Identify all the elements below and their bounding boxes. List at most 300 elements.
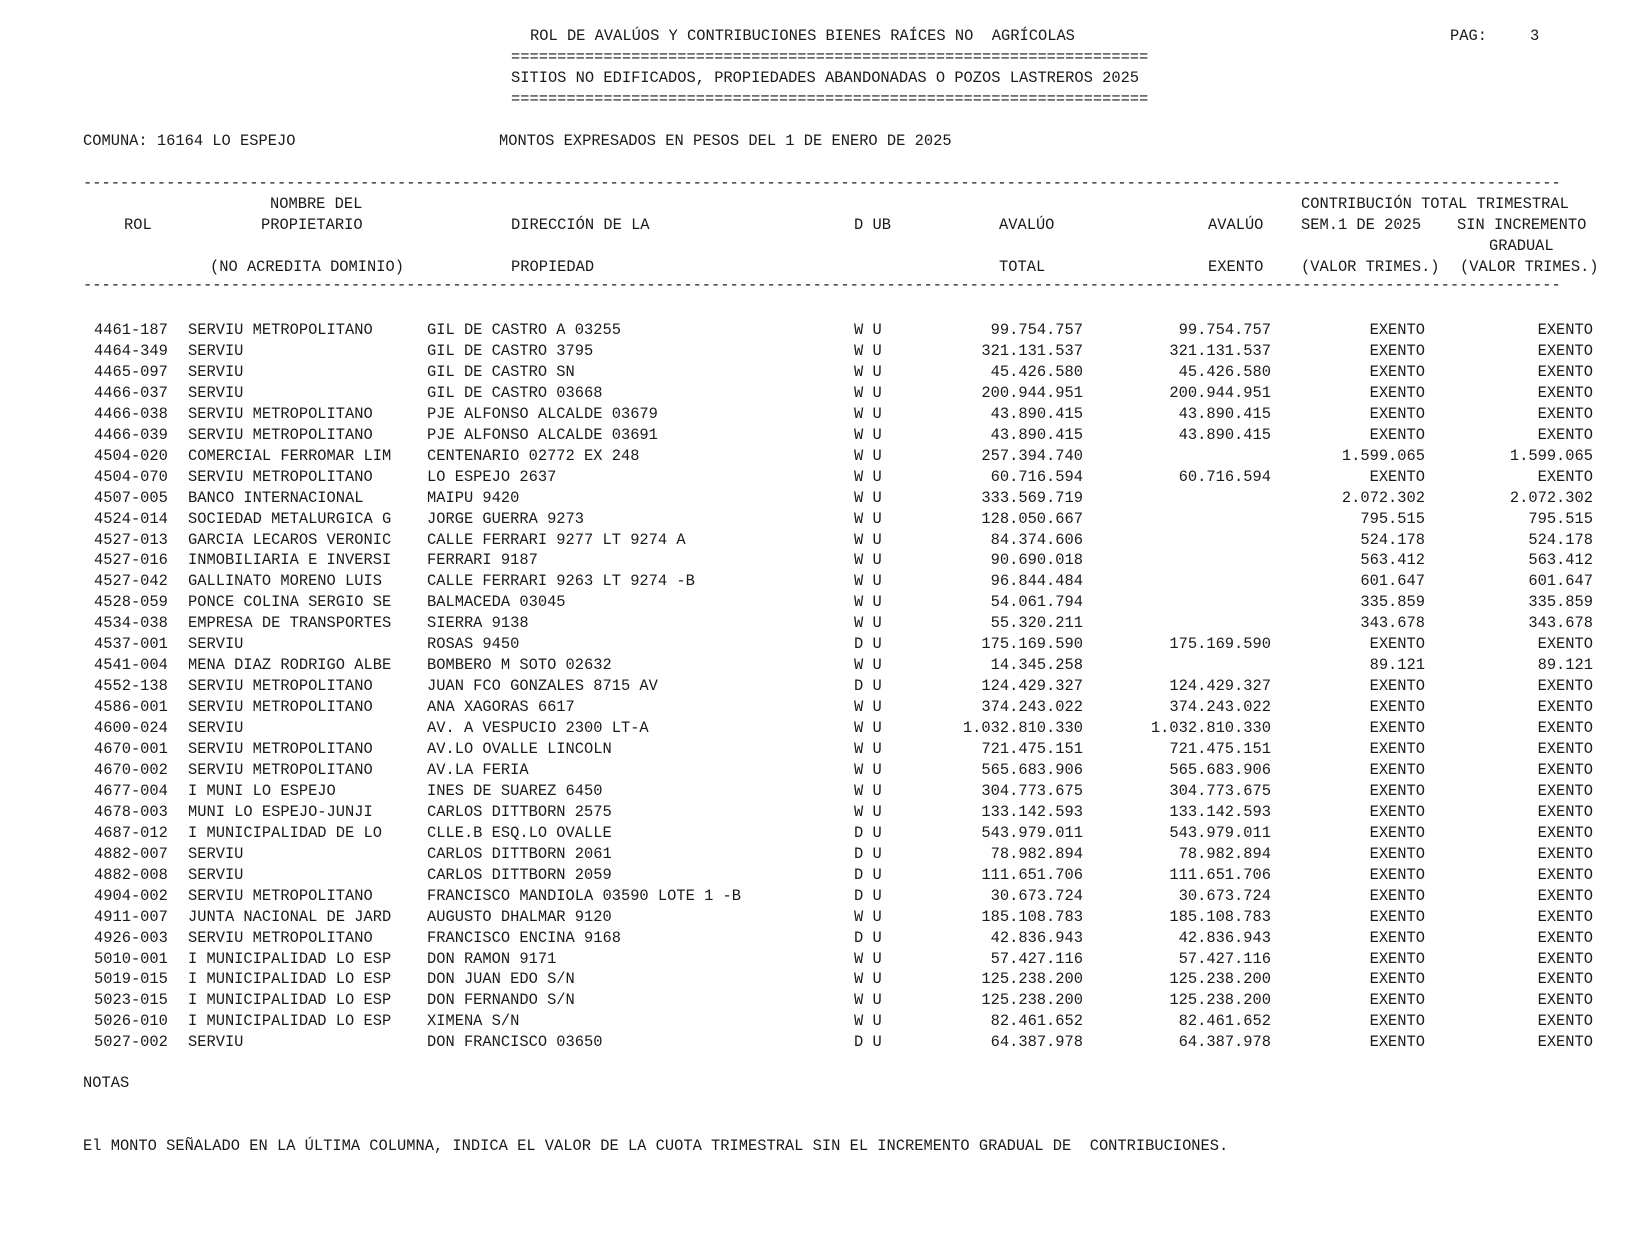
cell-dub: W U — [854, 551, 882, 570]
cell-sin-incremento: EXENTO — [1537, 865, 1593, 884]
cell-direccion: CENTENARIO 02772 EX 248 — [427, 446, 640, 465]
cell-avaluo-total: 90.690.018 — [990, 551, 1083, 570]
cell-avaluo-exento: 43.890.415 — [1178, 404, 1271, 423]
cell-nombre: SERVIU — [188, 362, 244, 381]
cell-direccion: AUGUSTO DHALMAR 9120 — [427, 907, 612, 926]
cell-contribucion: EXENTO — [1369, 865, 1425, 884]
cell-sin-incremento: 524.178 — [1528, 530, 1593, 549]
cell-nombre: JUNTA NACIONAL DE JARD — [188, 907, 392, 926]
cell-nombre: I MUNICIPALIDAD LO ESP — [188, 949, 392, 968]
cell-avaluo-exento: 200.944.951 — [1169, 383, 1271, 402]
cell-direccion: GIL DE CASTRO A 03255 — [427, 321, 621, 339]
cell-nombre: BANCO INTERNACIONAL — [188, 488, 364, 507]
table-row — [0, 593, 1650, 614]
cell-nombre: SERVIU METROPOLITANO — [188, 760, 373, 779]
cell-avaluo-total: 175.169.590 — [981, 635, 1083, 654]
cell-sin-incremento: 1.599.065 — [1509, 446, 1593, 465]
cell-avaluo-exento: 565.683.906 — [1169, 760, 1271, 779]
cell-avaluo-exento: 175.169.590 — [1169, 635, 1271, 654]
title-rule-bottom: ===================================================================== — [511, 90, 1149, 108]
cell-sin-incremento: EXENTO — [1537, 425, 1593, 444]
comuna-label: COMUNA: 16164 LO ESPEJO — [83, 132, 296, 150]
cell-avaluo-total: 78.982.894 — [990, 844, 1083, 863]
cell-contribucion: EXENTO — [1369, 404, 1425, 423]
cell-rol: 4911-007 — [94, 907, 168, 926]
cell-nombre: SERVIU METROPOLITANO — [188, 321, 373, 339]
cell-dub: D U — [854, 844, 882, 863]
cell-dub: D U — [854, 928, 882, 947]
cell-rol: 4504-070 — [94, 467, 168, 486]
cell-direccion: DON FERNANDO S/N — [427, 991, 575, 1010]
cell-direccion: MAIPU 9420 — [427, 488, 520, 507]
cell-contribucion: EXENTO — [1369, 907, 1425, 926]
cell-direccion: CARLOS DITTBORN 2059 — [427, 865, 612, 884]
cell-rol: 4465-097 — [94, 362, 168, 381]
cell-rol: 4586-001 — [94, 698, 168, 717]
cell-rol: 5023-015 — [94, 991, 168, 1010]
cell-sin-incremento: 795.515 — [1528, 509, 1593, 528]
cell-contribucion: 601.647 — [1360, 572, 1425, 591]
table-row — [0, 321, 1650, 342]
cell-nombre: SERVIU METROPOLITANO — [188, 425, 373, 444]
cell-avaluo-total: 54.061.794 — [990, 593, 1083, 612]
cell-contribucion: EXENTO — [1369, 886, 1425, 905]
cell-avaluo-total: 133.142.593 — [981, 802, 1083, 821]
cell-nombre: GALLINATO MORENO LUIS — [188, 572, 382, 591]
cell-sin-incremento: EXENTO — [1537, 886, 1593, 905]
cell-dub: W U — [854, 656, 882, 675]
cell-dub: W U — [854, 341, 882, 360]
cell-contribucion: EXENTO — [1369, 383, 1425, 402]
title-rule-top: ===================================================================== — [511, 48, 1149, 66]
cell-sin-incremento: EXENTO — [1537, 781, 1593, 800]
cell-dub: W U — [854, 740, 882, 758]
table-row — [0, 551, 1650, 572]
table-row — [0, 384, 1650, 405]
table-row — [0, 761, 1650, 782]
cell-avaluo-exento: 43.890.415 — [1178, 425, 1271, 444]
cell-dub: W U — [854, 446, 882, 465]
table-row — [0, 887, 1650, 908]
cell-dub: D U — [854, 1033, 882, 1052]
cell-sin-incremento: EXENTO — [1537, 970, 1593, 989]
cell-contribucion: EXENTO — [1369, 991, 1425, 1010]
cell-avaluo-total: 304.773.675 — [981, 781, 1083, 800]
cell-contribucion: EXENTO — [1369, 698, 1425, 717]
cell-avaluo-exento: 111.651.706 — [1169, 865, 1271, 884]
cell-sin-incremento: EXENTO — [1537, 341, 1593, 360]
cell-rol: 4541-004 — [94, 656, 168, 675]
cell-sin-incremento: EXENTO — [1537, 383, 1593, 402]
cell-dub: W U — [854, 614, 882, 633]
cell-avaluo-total: 257.394.740 — [981, 446, 1083, 465]
cell-direccion: DON RAMON 9171 — [427, 949, 557, 968]
cell-avaluo-total: 200.944.951 — [981, 383, 1083, 402]
cell-rol: 4466-039 — [94, 425, 168, 444]
cell-contribucion: EXENTO — [1369, 321, 1425, 339]
table-row — [0, 531, 1650, 552]
table-row — [0, 908, 1650, 929]
cell-avaluo-total: 43.890.415 — [990, 404, 1083, 423]
cell-direccion: FRANCISCO ENCINA 9168 — [427, 928, 621, 947]
cell-rol: 4461-187 — [94, 321, 168, 339]
cell-rol: 5010-001 — [94, 949, 168, 968]
cell-direccion: DON FRANCISCO 03650 — [427, 1033, 603, 1052]
table-row — [0, 363, 1650, 384]
cell-nombre: SERVIU METROPOLITANO — [188, 677, 373, 696]
col-nombre-line2: PROPIETARIO — [261, 216, 363, 234]
col-dub: D UB — [854, 216, 891, 234]
cell-rol: 4527-042 — [94, 572, 168, 591]
col-direccion-line1: DIRECCIÓN DE LA — [511, 216, 650, 234]
cell-nombre: SERVIU — [188, 719, 244, 738]
cell-rol: 4527-013 — [94, 530, 168, 549]
cell-contribucion: 563.412 — [1360, 551, 1425, 570]
cell-contribucion: EXENTO — [1369, 635, 1425, 654]
notes-heading: NOTAS — [83, 1074, 130, 1092]
cell-contribucion: EXENTO — [1369, 425, 1425, 444]
cell-avaluo-exento: 321.131.537 — [1169, 341, 1271, 360]
cell-rol: 4466-038 — [94, 404, 168, 423]
cell-avaluo-total: 125.238.200 — [981, 970, 1083, 989]
page-number: 3 — [1530, 27, 1540, 45]
cell-avaluo-exento: 543.979.011 — [1169, 823, 1271, 842]
cell-avaluo-total: 45.426.580 — [990, 362, 1083, 381]
cell-avaluo-exento: 133.142.593 — [1169, 802, 1271, 821]
table-row — [0, 929, 1650, 950]
cell-avaluo-total: 14.345.258 — [990, 656, 1083, 675]
cell-direccion: FRANCISCO MANDIOLA 03590 LOTE 1 -B — [427, 886, 742, 905]
cell-avaluo-exento: 185.108.783 — [1169, 907, 1271, 926]
table-rule-top: ---------------------------------------------------------------------------------------------------------------------------------------------------------------- — [83, 174, 1561, 192]
cell-dub: D U — [854, 635, 882, 654]
cell-avaluo-exento: 1.032.810.330 — [1150, 719, 1271, 738]
cell-avaluo-total: 64.387.978 — [990, 1033, 1083, 1052]
table-row — [0, 426, 1650, 447]
table-row — [0, 656, 1650, 677]
cell-direccion: BALMACEDA 03045 — [427, 593, 566, 612]
col-contribucion-line2: SEM.1 DE 2025 — [1301, 216, 1422, 234]
cell-dub: W U — [854, 362, 882, 381]
cell-direccion: JUAN FCO GONZALES 8715 AV — [427, 677, 658, 696]
cell-contribucion: 89.121 — [1369, 656, 1425, 675]
cell-contribucion: EXENTO — [1369, 1012, 1425, 1031]
cell-avaluo-total: 321.131.537 — [981, 341, 1083, 360]
cell-rol: 4904-002 — [94, 886, 168, 905]
cell-nombre: SERVIU METROPOLITANO — [188, 886, 373, 905]
table-row — [0, 991, 1650, 1012]
cell-rol: 4528-059 — [94, 593, 168, 612]
cell-nombre: SERVIU METROPOLITANO — [188, 467, 373, 486]
page-label: PAG: — [1450, 27, 1487, 45]
col-avaluo-total-line1: AVALÚO — [999, 216, 1055, 234]
report-subtitle: SITIOS NO EDIFICADOS, PROPIEDADES ABANDONADAS O POZOS LASTREROS 2025 — [511, 69, 1140, 87]
cell-direccion: PJE ALFONSO ALCALDE 03691 — [427, 425, 658, 444]
table-row — [0, 510, 1650, 531]
cell-nombre: SERVIU — [188, 341, 244, 360]
col-contribucion-line3: (VALOR TRIMES.) — [1301, 258, 1440, 276]
cell-rol: 4537-001 — [94, 635, 168, 654]
col-avaluo-exento-line2: EXENTO — [1208, 258, 1264, 276]
notes-text: El MONTO SEÑALADO EN LA ÚLTIMA COLUMNA, INDICA EL VALOR DE LA CUOTA TRIMESTRAL SIN EL INCREMENTO GRADUAL DE CONTRIBUCIONES. — [83, 1137, 1229, 1155]
cell-contribucion: EXENTO — [1369, 928, 1425, 947]
cell-avaluo-total: 111.651.706 — [981, 865, 1083, 884]
table-row — [0, 803, 1650, 824]
cell-direccion: JORGE GUERRA 9273 — [427, 509, 585, 528]
cell-contribucion: 343.678 — [1360, 614, 1425, 633]
cell-avaluo-total: 1.032.810.330 — [962, 719, 1083, 738]
cell-nombre: SERVIU — [188, 844, 244, 863]
cell-avaluo-total: 543.979.011 — [981, 823, 1083, 842]
cell-avaluo-exento: 125.238.200 — [1169, 991, 1271, 1010]
cell-direccion: INES DE SUAREZ 6450 — [427, 781, 603, 800]
cell-nombre: INMOBILIARIA E INVERSI — [188, 551, 392, 570]
cell-rol: 4552-138 — [94, 677, 168, 696]
cell-dub: W U — [854, 907, 882, 926]
cell-avaluo-total: 721.475.151 — [981, 740, 1083, 758]
cell-rol: 4687-012 — [94, 823, 168, 842]
cell-dub: W U — [854, 509, 882, 528]
col-contribucion-line1: CONTRIBUCIÓN TOTAL TRIMESTRAL — [1301, 195, 1569, 213]
cell-rol: 4882-008 — [94, 865, 168, 884]
cell-sin-incremento: EXENTO — [1537, 635, 1593, 654]
table-row — [0, 950, 1650, 971]
cell-rol: 4504-020 — [94, 446, 168, 465]
cell-nombre: I MUNICIPALIDAD DE LO — [188, 823, 382, 842]
cell-sin-incremento: EXENTO — [1537, 698, 1593, 717]
cell-sin-incremento: EXENTO — [1537, 467, 1593, 486]
cell-avaluo-exento: 99.754.757 — [1178, 321, 1271, 339]
col-sin-incremento-line1: SIN INCREMENTO — [1457, 216, 1587, 234]
cell-dub: W U — [854, 425, 882, 444]
cell-dub: W U — [854, 949, 882, 968]
cell-contribucion: EXENTO — [1369, 781, 1425, 800]
table-row — [0, 342, 1650, 363]
cell-sin-incremento: 89.121 — [1537, 656, 1593, 675]
cell-sin-incremento: EXENTO — [1537, 928, 1593, 947]
cell-rol: 5026-010 — [94, 1012, 168, 1031]
cell-avaluo-exento: 42.836.943 — [1178, 928, 1271, 947]
cell-nombre: SERVIU METROPOLITANO — [188, 698, 373, 717]
cell-contribucion: 524.178 — [1360, 530, 1425, 549]
cell-direccion: DON JUAN EDO S/N — [427, 970, 575, 989]
cell-contribucion: EXENTO — [1369, 362, 1425, 381]
table-row — [0, 614, 1650, 635]
cell-direccion: CLLE.B ESQ.LO OVALLE — [427, 823, 612, 842]
cell-rol: 5027-002 — [94, 1033, 168, 1052]
table-row — [0, 677, 1650, 698]
cell-sin-incremento: EXENTO — [1537, 1012, 1593, 1031]
table-rule-bottom: ---------------------------------------------------------------------------------------------------------------------------------------------------------------- — [83, 276, 1561, 294]
cell-contribucion: EXENTO — [1369, 970, 1425, 989]
cell-sin-incremento: EXENTO — [1537, 362, 1593, 381]
cell-rol: 4534-038 — [94, 614, 168, 633]
cell-dub: W U — [854, 488, 882, 507]
cell-direccion: BOMBERO M SOTO 02632 — [427, 656, 612, 675]
cell-avaluo-total: 128.050.667 — [981, 509, 1083, 528]
cell-avaluo-exento: 78.982.894 — [1178, 844, 1271, 863]
cell-avaluo-exento: 57.427.116 — [1178, 949, 1271, 968]
cell-sin-incremento: 343.678 — [1528, 614, 1593, 633]
col-avaluo-total-line2: TOTAL — [999, 258, 1046, 276]
cell-avaluo-total: 82.461.652 — [990, 1012, 1083, 1031]
cell-avaluo-total: 55.320.211 — [990, 614, 1083, 633]
cell-direccion: GIL DE CASTRO SN — [427, 362, 575, 381]
cell-sin-incremento: EXENTO — [1537, 740, 1593, 758]
table-row — [0, 719, 1650, 740]
cell-contribucion: 1.599.065 — [1341, 446, 1425, 465]
cell-contribucion: 2.072.302 — [1341, 488, 1425, 507]
cell-dub: W U — [854, 760, 882, 779]
col-avaluo-exento-line1: AVALÚO — [1208, 216, 1264, 234]
table-row — [0, 572, 1650, 593]
cell-contribucion: EXENTO — [1369, 949, 1425, 968]
cell-direccion: ANA XAGORAS 6617 — [427, 698, 575, 717]
col-sin-incremento-line3: (VALOR TRIMES.) — [1460, 258, 1599, 276]
cell-avaluo-exento: 721.475.151 — [1169, 740, 1271, 758]
cell-avaluo-exento: 374.243.022 — [1169, 698, 1271, 717]
cell-avaluo-total: 30.673.724 — [990, 886, 1083, 905]
cell-avaluo-total: 57.427.116 — [990, 949, 1083, 968]
col-nombre-line3: (NO ACREDITA DOMINIO) — [210, 258, 404, 276]
col-rol: ROL — [124, 216, 152, 234]
cell-dub: D U — [854, 865, 882, 884]
table-row — [0, 1012, 1650, 1033]
cell-rol: 4670-002 — [94, 760, 168, 779]
table-row — [0, 447, 1650, 468]
cell-direccion: CARLOS DITTBORN 2061 — [427, 844, 612, 863]
cell-nombre: SERVIU METROPOLITANO — [188, 404, 373, 423]
cell-sin-incremento: 2.072.302 — [1509, 488, 1593, 507]
cell-avaluo-exento: 124.429.327 — [1169, 677, 1271, 696]
cell-contribucion: EXENTO — [1369, 823, 1425, 842]
cell-dub: W U — [854, 781, 882, 800]
cell-contribucion: EXENTO — [1369, 802, 1425, 821]
cell-sin-incremento: EXENTO — [1537, 991, 1593, 1010]
cell-direccion: AV. A VESPUCIO 2300 LT-A — [427, 719, 649, 738]
cell-nombre: MUNI LO ESPEJO-JUNJI — [188, 802, 373, 821]
table-row — [0, 970, 1650, 991]
cell-direccion: LO ESPEJO 2637 — [427, 467, 557, 486]
cell-dub: W U — [854, 698, 882, 717]
cell-rol: 4670-001 — [94, 740, 168, 758]
cell-sin-incremento: EXENTO — [1537, 949, 1593, 968]
cell-nombre: SERVIU METROPOLITANO — [188, 928, 373, 947]
cell-direccion: CALLE FERRARI 9277 LT 9274 A — [427, 530, 686, 549]
cell-contribucion: EXENTO — [1369, 844, 1425, 863]
cell-dub: D U — [854, 677, 882, 696]
cell-direccion: AV.LA FERIA — [427, 760, 529, 779]
cell-avaluo-total: 42.836.943 — [990, 928, 1083, 947]
cell-direccion: CALLE FERRARI 9263 LT 9274 -B — [427, 572, 695, 591]
cell-rol: 4678-003 — [94, 802, 168, 821]
cell-nombre: PONCE COLINA SERGIO SE — [188, 593, 392, 612]
cell-contribucion: EXENTO — [1369, 719, 1425, 738]
cell-nombre: SERVIU METROPOLITANO — [188, 740, 373, 758]
cell-direccion: ROSAS 9450 — [427, 635, 520, 654]
cell-avaluo-exento: 30.673.724 — [1178, 886, 1271, 905]
cell-nombre: SERVIU — [188, 383, 244, 402]
report-title: ROL DE AVALÚOS Y CONTRIBUCIONES BIENES RAÍCES NO AGRÍCOLAS — [530, 27, 1075, 45]
cell-rol: 4524-014 — [94, 509, 168, 528]
col-nombre-line1: NOMBRE DEL — [270, 195, 363, 213]
cell-rol: 4527-016 — [94, 551, 168, 570]
cell-direccion: CARLOS DITTBORN 2575 — [427, 802, 612, 821]
cell-dub: D U — [854, 886, 882, 905]
cell-avaluo-total: 374.243.022 — [981, 698, 1083, 717]
cell-nombre: SERVIU — [188, 865, 244, 884]
cell-avaluo-total: 99.754.757 — [990, 321, 1083, 339]
cell-dub: W U — [854, 383, 882, 402]
cell-avaluo-exento: 304.773.675 — [1169, 781, 1271, 800]
cell-dub: W U — [854, 802, 882, 821]
cell-dub: W U — [854, 1012, 882, 1031]
cell-nombre: GARCIA LECAROS VERONIC — [188, 530, 392, 549]
cell-sin-incremento: EXENTO — [1537, 907, 1593, 926]
cell-avaluo-exento: 125.238.200 — [1169, 970, 1271, 989]
cell-dub: D U — [854, 823, 882, 842]
cell-avaluo-total: 185.108.783 — [981, 907, 1083, 926]
cell-sin-incremento: 601.647 — [1528, 572, 1593, 591]
cell-contribucion: 335.859 — [1360, 593, 1425, 612]
cell-dub: W U — [854, 321, 882, 339]
cell-avaluo-total: 43.890.415 — [990, 425, 1083, 444]
table-row — [0, 740, 1650, 761]
table-row — [0, 698, 1650, 719]
cell-contribucion: EXENTO — [1369, 467, 1425, 486]
cell-avaluo-total: 60.716.594 — [990, 467, 1083, 486]
cell-sin-incremento: EXENTO — [1537, 802, 1593, 821]
cell-nombre: I MUNICIPALIDAD LO ESP — [188, 991, 392, 1010]
cell-dub: W U — [854, 572, 882, 591]
montos-note: MONTOS EXPRESADOS EN PESOS DEL 1 DE ENERO DE 2025 — [499, 132, 952, 150]
cell-sin-incremento: EXENTO — [1537, 321, 1593, 339]
table-row — [0, 489, 1650, 510]
cell-rol: 4466-037 — [94, 383, 168, 402]
table-row — [0, 635, 1650, 656]
cell-direccion: GIL DE CASTRO 03668 — [427, 383, 603, 402]
cell-direccion: FERRARI 9187 — [427, 551, 538, 570]
table-row — [0, 782, 1650, 803]
cell-sin-incremento: EXENTO — [1537, 1033, 1593, 1052]
col-direccion-line2: PROPIEDAD — [511, 258, 595, 276]
cell-rol: 4926-003 — [94, 928, 168, 947]
cell-dub: W U — [854, 593, 882, 612]
cell-direccion: XIMENA S/N — [427, 1012, 520, 1031]
cell-direccion: GIL DE CASTRO 3795 — [427, 341, 594, 360]
cell-contribucion: EXENTO — [1369, 341, 1425, 360]
cell-nombre: COMERCIAL FERROMAR LIM — [188, 446, 392, 465]
table-row — [0, 824, 1650, 845]
cell-avaluo-total: 333.569.719 — [981, 488, 1083, 507]
cell-nombre: I MUNI LO ESPEJO — [188, 781, 336, 800]
cell-dub: W U — [854, 719, 882, 738]
cell-nombre: SERVIU — [188, 1033, 244, 1052]
cell-sin-incremento: 335.859 — [1528, 593, 1593, 612]
cell-contribucion: EXENTO — [1369, 1033, 1425, 1052]
cell-contribucion: EXENTO — [1369, 740, 1425, 758]
cell-avaluo-exento: 45.426.580 — [1178, 362, 1271, 381]
cell-sin-incremento: EXENTO — [1537, 844, 1593, 863]
cell-nombre: I MUNICIPALIDAD LO ESP — [188, 970, 392, 989]
cell-dub: W U — [854, 467, 882, 486]
cell-direccion: AV.LO OVALLE LINCOLN — [427, 740, 612, 758]
cell-rol: 4507-005 — [94, 488, 168, 507]
cell-dub: W U — [854, 970, 882, 989]
table-row — [0, 1033, 1650, 1054]
cell-dub: W U — [854, 530, 882, 549]
cell-avaluo-total: 96.844.484 — [990, 572, 1083, 591]
